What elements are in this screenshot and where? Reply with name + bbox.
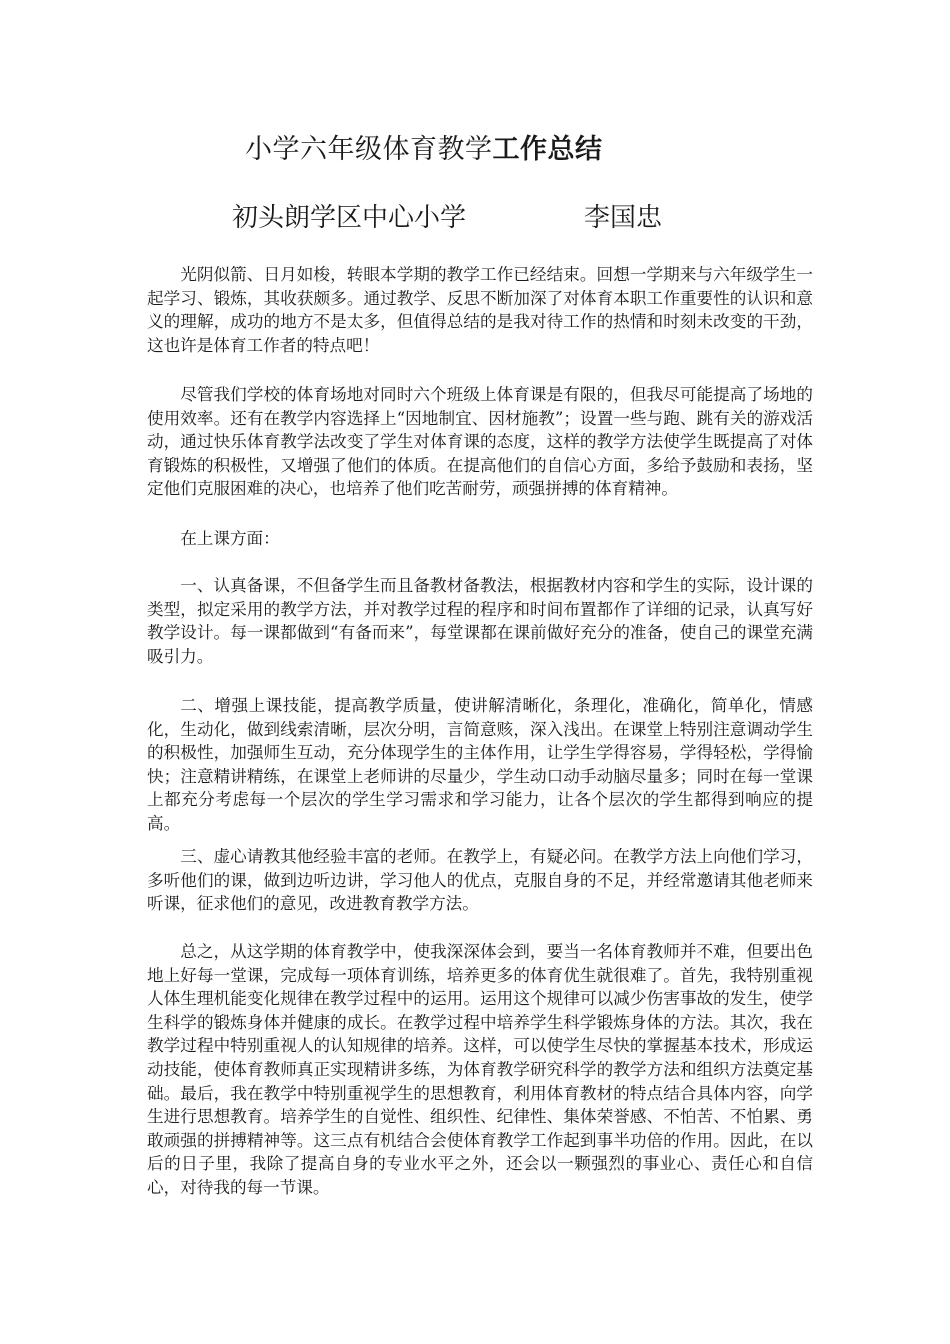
paragraph-point-one: 一、认真备课，不但备学生而且备教材备教法，根据教材内容和学生的实际，设计课的类型，拟定采用的教学方法，并对教学过程的程序和时间布置都作了详细的记录，认真写好教学设计。每一课都做到“有备而来”，每堂课都在课前做好充分的准备，使自己的课堂充满吸引力。 xyxy=(147,576,813,666)
paragraph-conclusion: 总之，从这学期的体育教学中，使我深深体会到，要当一名体育教师并不难，但要出色地上好每一堂课，完成每一项体育训练，培养更多的体育优生就很难了。首先，我特别重视人体生理机能变化规律在教学过程中的运用。运用这个规律可以减少伤害事故的发生，使学生科学的锻炼身体并健康的成长。在教学过程中培养学生科学锻炼身体的方法。其次，我在教学过程中特别重视人的认知规律的培养。这样，可以使学生尽快的掌握基本技术，形成运动技能，使体育教师真正实现精讲多练，为体育教学研究科学的教学方法和组织方法奠定基础。最后，我在教学中特别重视学生的思想教育，利用体育教材的特点结合具体内容，向学生进行思想教育。培养学生的自觉性、组织性、纪律性、集体荣誉感、不怕苦、不怕累、勇敢顽强的拼搏精神等。这三点有机结合会使体育教学工作起到事半功倍的作用。因此，在以后的日子里，我除了提高自身的专业水平之外，还会以一颗强烈的事业心、责任心和自信心，对待我的每一节课。 xyxy=(147,942,813,1197)
paragraph-facilities: 尽管我们学校的体育场地对同时六个班级上体育课是有限的，但我尽可能提高了场地的使用效率。还有在教学内容选择上“因地制宜、因材施教”；设置一些与跑、跳有关的游戏活动，通过快乐体育教学法改变了学生对体育课的态度，这样的教学方法使学生既提高了对体育锻炼的积极性，又增强了他们的体质。在提高他们的自信心方面，多给予鼓励和表扬，坚定他们克服困难的决心，也培养了他们吃苦耐劳，顽强拼搏的体育精神。 xyxy=(147,385,813,499)
paragraph-intro: 光阴似箭、日月如梭，转眼本学期的教学工作已经结束。回想一学期来与六年级学生一起学习、锻炼，其收获颇多。通过教学、反思不断加深了对体育本职工作重要性的认识和意义的理解，成功的地方不是太多，但值得总结的是我对待工作的热情和时刻未改变的干劲，这也许是体育工作者的特点吧！ xyxy=(147,265,813,355)
byline xyxy=(232,198,662,238)
school-name: 初头朗学区中心小学 xyxy=(232,203,467,233)
paragraph-point-three: 三、虚心请教其他经验丰富的老师。在教学上，有疑必问。在教学方法上向他们学习，多听他们的课，做到边听边讲，学习他人的优点，克服自身的不足，并经常邀请其他老师来听课，征求他们的意见，改进教育教学方法。 xyxy=(147,847,813,914)
paragraph-point-two: 二、增强上课技能，提高教学质量，使讲解清晰化，条理化，准确化，简单化，情感化，生动化，做到线索清晰，层次分明，言简意赅，深入浅出。在课堂上特别注意调动学生的积极性，加强师生互动，充分体现学生的主体作用，让学生学得容易，学得轻松，学得愉快；注意精讲精练，在课堂上老师讲的尽量少，学生动口动手动脑尽量多；同时在每一堂课上都充分考虑每一个层次的学生学习需求和学习能力，让各个层次的学生都得到响应的提高。 xyxy=(147,696,813,833)
paragraph-section-heading: 在上课方面： xyxy=(180,529,280,548)
document-title xyxy=(245,130,603,170)
author-name: 李国忠 xyxy=(584,203,663,233)
title-bold-part: 工作总结 xyxy=(492,134,603,165)
title-regular-part: 小学六年级体育教学 xyxy=(245,134,493,165)
